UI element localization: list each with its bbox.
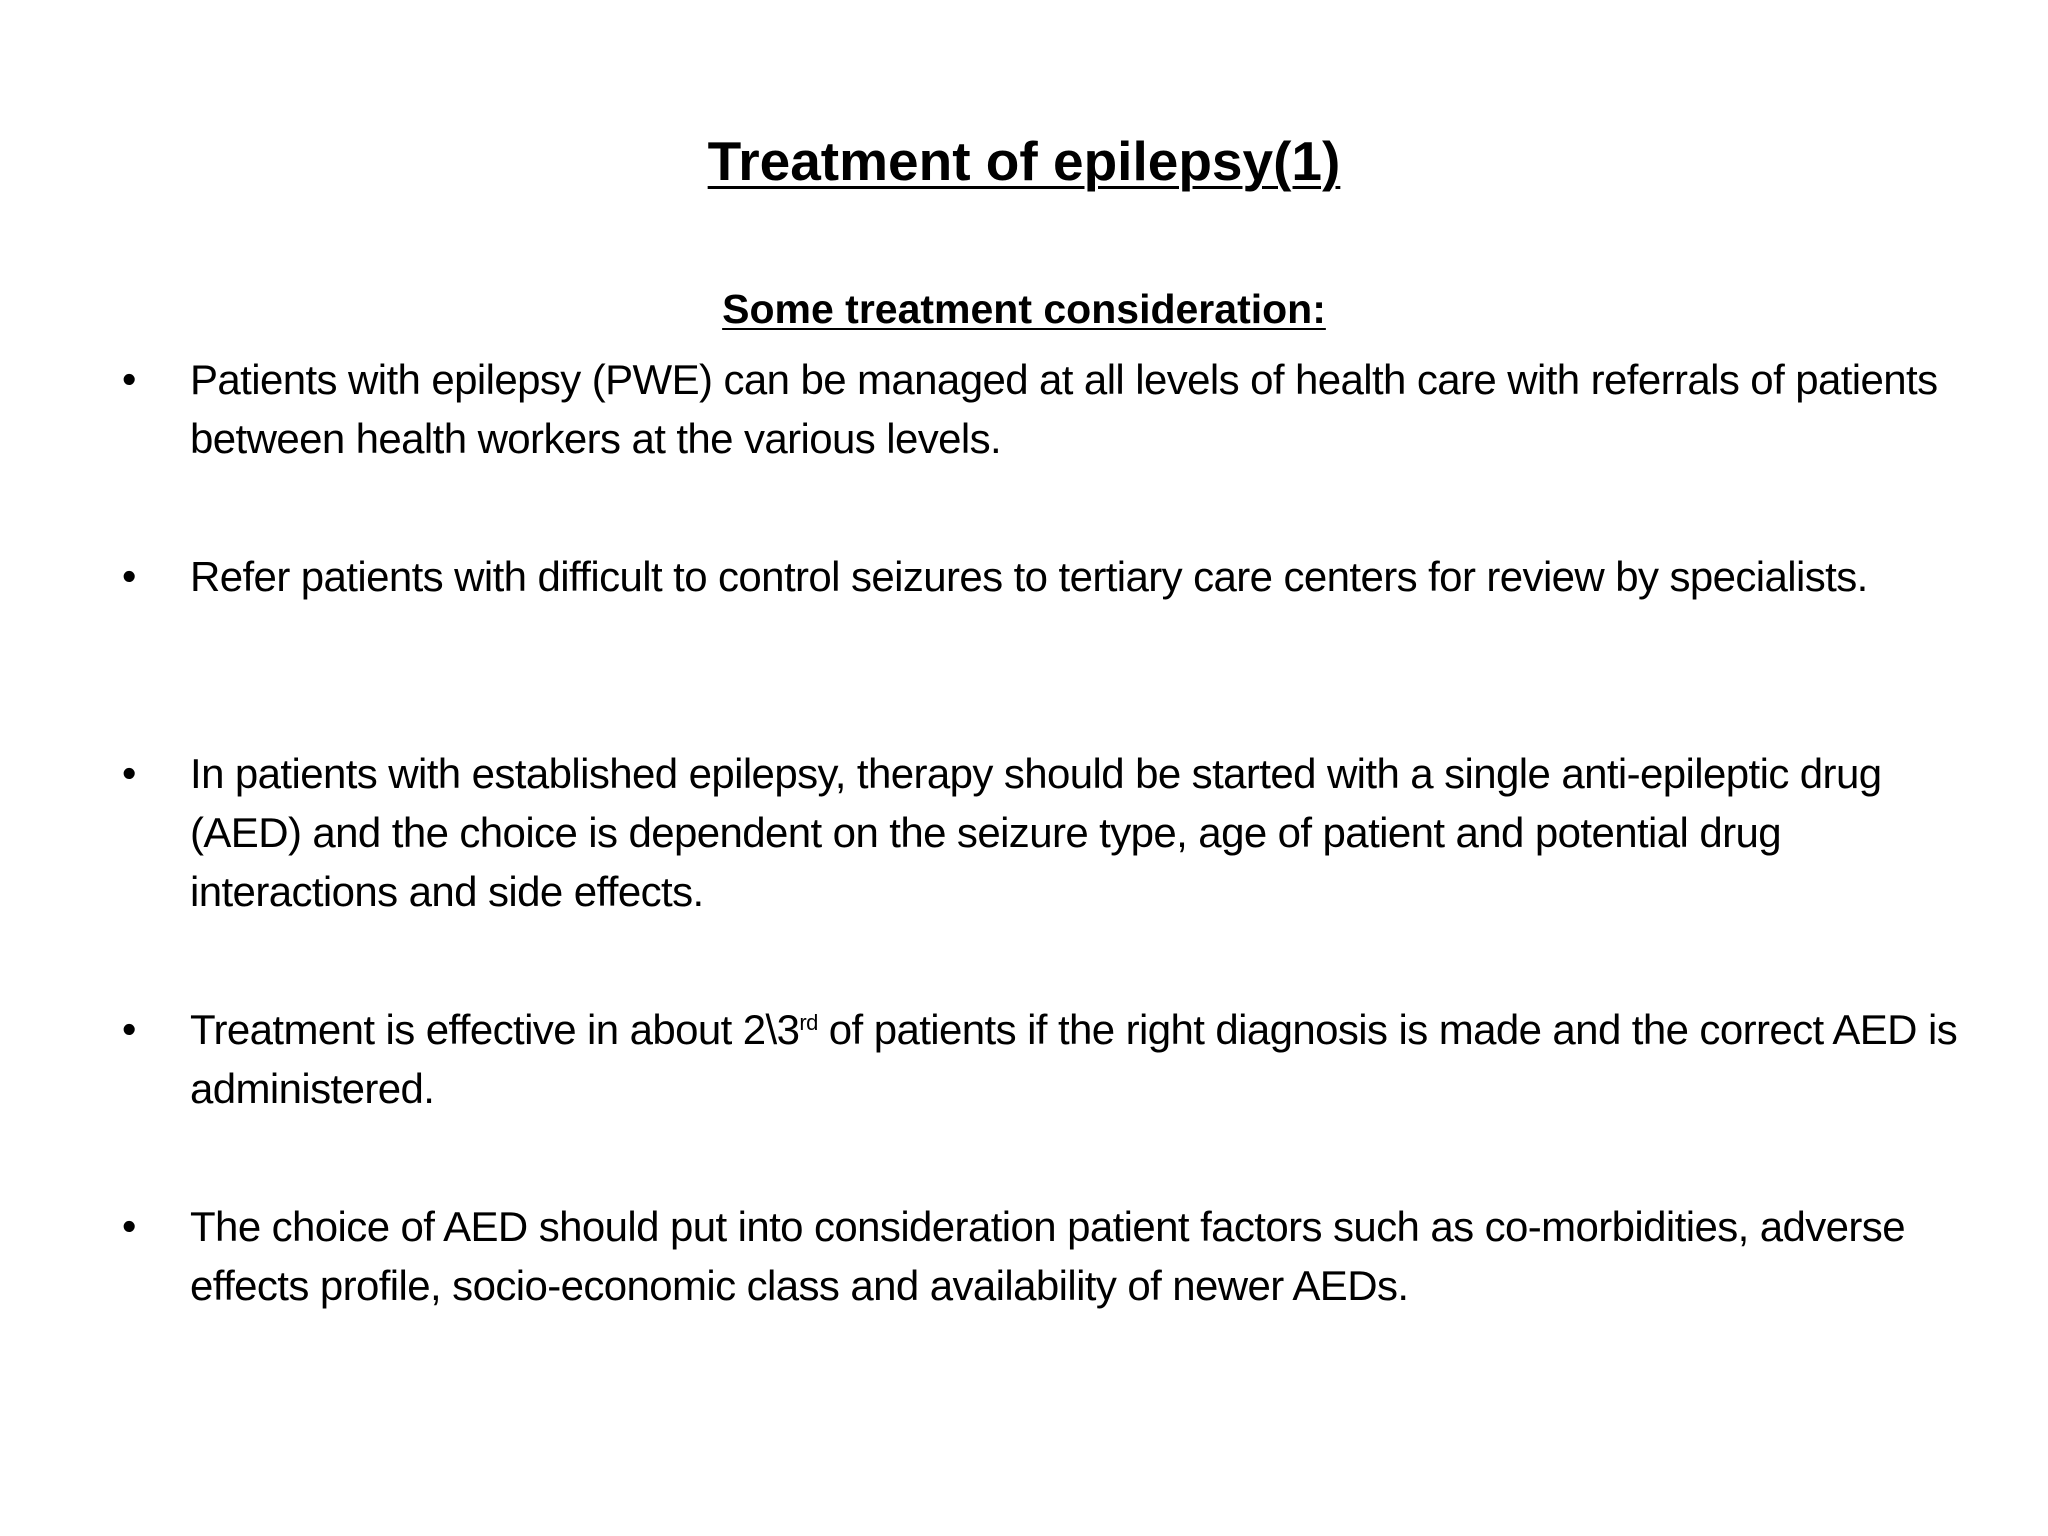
bullet-icon: • [122,1006,137,1052]
bullet-icon: • [122,1203,137,1249]
bullet-text: Refer patients with difficult to control seizures to tertiary care centers for review by specialists. [190,553,1868,600]
bullet-text-before: Treatment is effective in about 2\3 [190,1006,800,1053]
bullet-text: Patients with epilepsy (PWE) can be managed at all levels of health care with referrals of patients between health workers at the various levels. [190,356,1938,462]
bullet-text: The choice of AED should put into consideration patient factors such as co-morbidities, adverse effects profile, socio-economic class and availability of newer AEDs. [190,1203,1905,1309]
bullet-text [190,1000,1960,1118]
bullet-icon: • [122,356,137,402]
bullet-icon: • [122,553,137,599]
bullet-text-after: of patients if the right diagnosis is made and the correct AED is administered. [190,1006,1958,1112]
bullet-icon: • [122,750,137,796]
slide-subtitle: Some treatment consideration: [722,286,1326,332]
bullet-text: In patients with established epilepsy, therapy should be started with a single anti-epileptic drug (AED) and the choice is dependent on the seizure type, age of patient and potential drug interactions and side effects. [190,750,1882,915]
slide-title: Treatment of epilepsy(1) [707,130,1341,192]
ordinal-superscript: rd [799,1010,818,1035]
